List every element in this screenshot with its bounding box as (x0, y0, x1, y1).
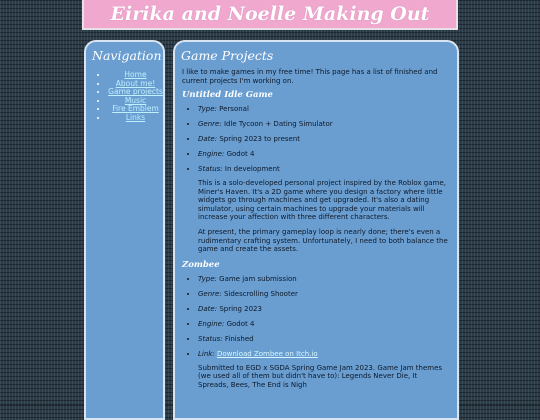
field-label: Type: (198, 105, 217, 113)
project-description: This is a solo-developed personal project inspired by the Roblox game, Miner's Haven. It's a 2D game where you design a factory where little widgets go through machines and get upgraded. It's also a dating simulator, using certain machines to upgrade your materials will increase your affection with three different characters. (198, 179, 446, 222)
field-status (198, 332, 449, 347)
project-title: Zombee (182, 259, 220, 270)
nav-link-game-projects[interactable]: Game projects (108, 87, 163, 97)
content (175, 68, 457, 390)
nav-link-fire-emblem[interactable]: Fire Emblem (112, 104, 159, 114)
field-type (198, 272, 449, 287)
field-value: Game jam submission (216, 274, 297, 283)
field-value: Finished (222, 334, 254, 343)
navigation-panel (84, 40, 165, 420)
field-label: Status: (198, 334, 223, 343)
field-label: Type: (198, 274, 217, 283)
field-label: Date: (198, 135, 218, 143)
download-zombee-link[interactable]: Download Zombee on Itch.io (216, 349, 318, 358)
field-value: Idle Tycoon + Dating Simulator (221, 120, 333, 128)
field-value: In development (222, 165, 280, 173)
page-title: Game Projects (181, 48, 274, 63)
nav-link-music[interactable]: Music (124, 95, 147, 105)
field-value: Personal (216, 105, 249, 113)
nav-link-about[interactable]: About me! (115, 78, 156, 88)
field-value: Spring 2023 (217, 304, 262, 313)
project-fields (182, 102, 449, 177)
nav-list (86, 71, 163, 123)
field-genre (198, 287, 449, 302)
field-label: Genre: (198, 120, 222, 128)
field-genre (198, 117, 449, 132)
project-description: At present, the primary gameplay loop is nearly done; there's even a rudimentary crafting system. Unfortunately, I need to both balance the game and create the assets. (198, 227, 448, 254)
site-banner (82, 0, 458, 30)
nav-item-links (108, 114, 163, 123)
field-value: Godot 4 (224, 319, 255, 328)
project-fields (182, 272, 449, 362)
field-engine (198, 147, 449, 162)
field-engine (198, 317, 449, 332)
field-label: Engine: (198, 319, 225, 328)
navigation-heading: Navigation (92, 48, 162, 63)
field-status (198, 162, 449, 177)
main-panel (173, 40, 459, 420)
field-date (198, 302, 449, 317)
field-label: Engine: (198, 150, 225, 158)
field-date (198, 132, 449, 147)
field-label: Date: (198, 304, 218, 313)
project-title: Untitled Idle Game (182, 90, 273, 100)
nav-link-links[interactable]: Links (125, 112, 146, 122)
field-label: Link: (198, 349, 215, 358)
field-value: Godot 4 (224, 150, 255, 158)
intro-text: I like to make games in my free time! This page has a list of finished and current projects I'm working on. (182, 68, 438, 85)
nav-link-home[interactable]: Home (124, 70, 147, 79)
site-title: Eirika and Noelle Making Out (110, 3, 430, 25)
field-label: Status: (198, 165, 223, 173)
field-type (198, 102, 449, 117)
project-description: Submitted to EGD x SGDA Spring Game Jam 2023. Game Jam themes (we used all of them but didn't have to): Legends Never Die, It Spreads, Bees, The End is Nigh (198, 363, 443, 389)
field-label: Genre: (198, 289, 222, 298)
field-value: Spring 2023 to present (217, 135, 301, 143)
field-value: Sidescrolling Shooter (221, 289, 298, 298)
field-link (198, 347, 449, 362)
